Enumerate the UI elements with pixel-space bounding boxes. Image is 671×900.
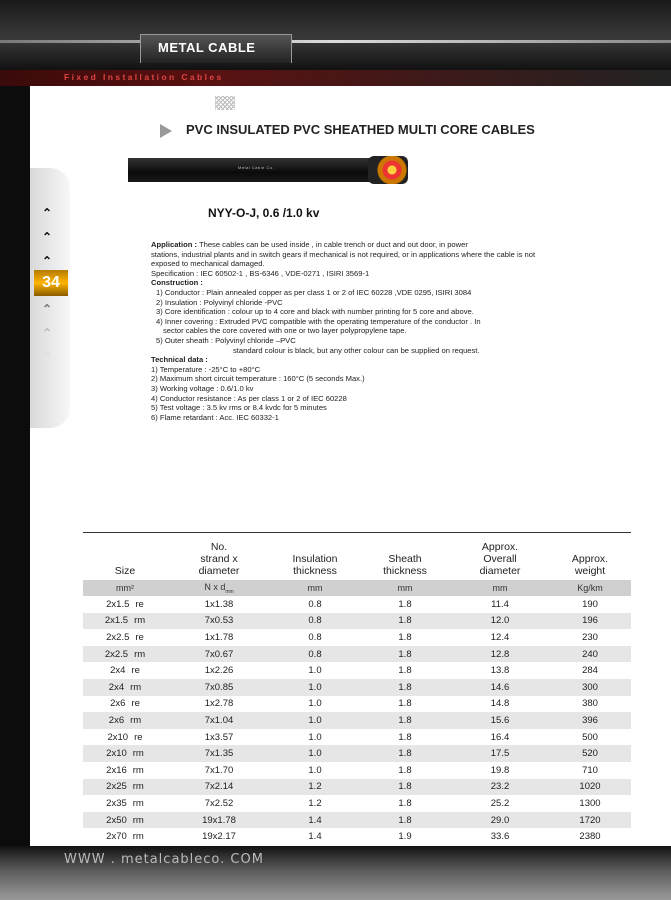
construction-item: 5) Outer sheath : Polyvinyl chloride –PVC xyxy=(156,335,296,345)
technical-item: 1) Temperature : -25°C to +80°C xyxy=(151,364,261,374)
caret-up-icon[interactable]: ⌃ xyxy=(42,326,53,340)
technical-item: 4) Conductor resistance : As per class 1 or 2 of IEC 60228 xyxy=(151,393,347,403)
cell-size: 2x4 rm xyxy=(83,679,167,696)
section-subtitle: Fixed Installation Cables xyxy=(64,72,224,82)
construction-item: 4) Inner covering : Extruded PVC compatible with the operating temperature of the conductor . In xyxy=(156,316,481,326)
cell-size: 2x35 rm xyxy=(106,797,144,809)
construction-item: 3) Core identification : colour up to 4 core and black with number printing for 5 core and above. xyxy=(156,307,474,317)
cell-insulation: 1.0 xyxy=(308,665,322,677)
cell-weight: 396 xyxy=(549,712,631,729)
cell-weight: 380 xyxy=(582,698,598,710)
cell-diameter: 33.6 xyxy=(490,831,510,843)
construction-item: sector cables the core covered with one or two layer polypropylene tape. xyxy=(163,326,407,336)
product-model: NYY-O-J, 0.6 /1.0 kv xyxy=(208,206,320,220)
cell-size: 2x25 rm xyxy=(83,779,167,796)
header-diameter: Approx. Overall diameter xyxy=(451,533,549,581)
cell-size: 2x4 re xyxy=(110,665,140,677)
cell-size: 2x2.5 re xyxy=(106,631,144,643)
cell-diameter: 13.8 xyxy=(490,665,510,677)
table-row xyxy=(83,662,631,679)
cell-size: 2x50 rm xyxy=(83,812,167,829)
cell-sheath: 1.8 xyxy=(398,665,412,677)
cell-insulation: 0.8 xyxy=(308,631,322,643)
cell-strand: 1x1.78 xyxy=(204,631,234,643)
cell-sheath: 1.8 xyxy=(398,797,412,809)
technical-label: Technical data : xyxy=(151,355,208,365)
caret-up-icon[interactable]: ⌃ xyxy=(42,350,53,364)
cell-sheath: 1.8 xyxy=(359,745,451,762)
header-insulation: Insulation thickness xyxy=(271,533,359,581)
construction-item: 1) Conductor : Plain annealed copper as per class 1 or 2 of IEC 60228 ,VDE 0295, ISIRI 3084 xyxy=(156,287,472,297)
cell-insulation: 0.8 xyxy=(271,646,359,663)
cell-weight: 1020 xyxy=(549,779,631,796)
table-row xyxy=(83,696,631,713)
cell-weight: 230 xyxy=(582,631,598,643)
cell-insulation: 1.0 xyxy=(308,698,322,710)
cell-sheath: 1.9 xyxy=(398,831,412,843)
table-row xyxy=(83,712,631,729)
cell-sheath: 1.8 xyxy=(359,812,451,829)
mesh-icon xyxy=(215,96,235,110)
table-row xyxy=(83,646,631,663)
cell-weight: 2380 xyxy=(579,831,601,843)
application-line xyxy=(151,240,621,250)
cell-weight: 284 xyxy=(582,665,598,677)
cell-weight: 1720 xyxy=(549,812,631,829)
cell-insulation: 1.4 xyxy=(308,831,322,843)
units-row xyxy=(83,580,631,596)
table-row xyxy=(83,729,631,746)
cell-diameter: 15.6 xyxy=(451,712,549,729)
cell-insulation: 1.0 xyxy=(308,731,322,743)
application-line-2: stations, industrial plants and in switch gears if mechanical is not required, or in applications where the cable is not xyxy=(151,249,536,259)
caret-up-icon[interactable]: ⌃ xyxy=(42,230,53,244)
table-row xyxy=(83,762,631,779)
unit-diameter: mm xyxy=(451,580,549,596)
table-row xyxy=(83,779,631,796)
unit-size: mm² xyxy=(83,580,167,596)
header-weight: Approx. weight xyxy=(549,533,631,581)
cell-size: 2x10 rm xyxy=(83,745,167,762)
cell-weight: 190 xyxy=(582,598,598,610)
cable-cores xyxy=(368,156,408,184)
cell-weight: 196 xyxy=(549,613,631,630)
footer-url[interactable]: WWW . metalcableco. COM xyxy=(64,852,264,867)
table-row xyxy=(83,596,631,613)
cell-diameter: 11.4 xyxy=(491,598,509,610)
cell-size: 2x1.5 re xyxy=(106,598,144,610)
cell-strand: 1x1.38 xyxy=(204,598,234,610)
technical-item: 6) Flame retardant : Acc. IEC 60332-1 xyxy=(151,412,279,422)
cell-sheath: 1.8 xyxy=(398,698,412,710)
cell-strand: 7x0.67 xyxy=(167,646,271,663)
table-header-row xyxy=(83,533,631,581)
cell-size: 2x2.5 rm xyxy=(83,646,167,663)
cell-size: 2x6 rm xyxy=(83,712,167,729)
cell-size: 2x6 re xyxy=(110,698,140,710)
cell-strand: 1x2.78 xyxy=(204,698,234,710)
unit-sheath: mm xyxy=(359,580,451,596)
cell-diameter: 17.5 xyxy=(451,745,549,762)
cell-weight: 520 xyxy=(549,745,631,762)
top-header-bar xyxy=(0,0,671,70)
cell-sheath: 1.8 xyxy=(359,679,451,696)
header-size: Size xyxy=(83,533,167,581)
cell-strand: 7x1.70 xyxy=(204,764,234,776)
unit-strand: N x $d_{mm}$ xyxy=(167,580,271,596)
cell-insulation: 1.0 xyxy=(271,745,359,762)
cell-size: 2x1.5 rm xyxy=(83,613,167,630)
caret-up-icon[interactable]: ⌃ xyxy=(42,302,53,316)
spec-block xyxy=(151,240,621,422)
caret-up-icon[interactable]: ⌃ xyxy=(42,254,53,268)
cable-data-table xyxy=(83,532,631,845)
left-band xyxy=(0,86,30,900)
cell-sheath: 1.8 xyxy=(398,731,412,743)
cell-weight: 500 xyxy=(582,731,598,743)
table-row xyxy=(83,629,631,646)
cell-strand: 1x3.57 xyxy=(204,731,234,743)
cell-diameter: 12.4 xyxy=(490,631,510,643)
cell-size: 2x10 re xyxy=(107,731,143,743)
table-row xyxy=(83,679,631,696)
cell-diameter: 16.4 xyxy=(490,731,510,743)
cell-diameter: 14.8 xyxy=(490,698,510,710)
header-divider xyxy=(0,40,671,43)
cell-strand: 7x2.52 xyxy=(204,797,234,809)
cell-sheath: 1.8 xyxy=(359,712,451,729)
cell-diameter: 12.8 xyxy=(451,646,549,663)
unit-insulation: mm xyxy=(271,580,359,596)
header-strand: No. strand x diameter xyxy=(167,533,271,581)
cell-weight: 300 xyxy=(549,679,631,696)
table-row xyxy=(83,812,631,829)
cell-strand: 7x0.85 xyxy=(167,679,271,696)
cell-sheath: 1.8 xyxy=(359,613,451,630)
cable-sheath xyxy=(128,158,373,182)
cell-strand: 7x1.04 xyxy=(167,712,271,729)
specification-line: Specification : IEC 60502-1 , BS-6346 , VDE-0271 , ISIRI 3569-1 xyxy=(151,268,370,278)
cell-diameter: 19.8 xyxy=(490,764,510,776)
product-title: PVC INSULATED PVC SHEATHED MULTI CORE CABLES xyxy=(186,122,535,137)
cell-insulation: 1.0 xyxy=(271,679,359,696)
cell-strand: 7x1.35 xyxy=(167,745,271,762)
construction-label: Construction : xyxy=(151,278,203,288)
cell-diameter: 14.6 xyxy=(451,679,549,696)
technical-item: 5) Test voltage : 3.5 kv rms or 8.4 kvdc for 5 minutes xyxy=(151,403,327,413)
cell-strand: 1x2.26 xyxy=(204,665,234,677)
application-text: These cables can be used inside , in cable trench or duct and out door, in power xyxy=(198,240,468,249)
technical-item: 3) Working voltage : 0.6/1.0 kv xyxy=(151,383,254,393)
cell-strand: 19x1.78 xyxy=(167,812,271,829)
construction-item: standard colour is black, but any other colour can be supplied on request. xyxy=(233,345,480,355)
cell-sheath: 1.8 xyxy=(398,764,412,776)
cell-weight: 1300 xyxy=(579,797,601,809)
cell-strand: 7x2.14 xyxy=(167,779,271,796)
application-line-3: exposed to mechanical damaged. xyxy=(151,259,265,269)
cell-weight: 710 xyxy=(582,764,598,776)
cell-diameter: 25.2 xyxy=(490,797,510,809)
cell-size: 2x70 rm xyxy=(106,831,144,843)
cable-image xyxy=(128,156,408,184)
page-number-badge: 34 xyxy=(34,270,68,296)
application-label: Application : xyxy=(151,240,197,249)
cell-diameter: 29.0 xyxy=(451,812,549,829)
table-row xyxy=(83,613,631,630)
table-row xyxy=(83,745,631,762)
cell-sheath: 1.8 xyxy=(359,646,451,663)
header-sheath: Sheath thickness xyxy=(359,533,451,581)
cell-insulation: 1.2 xyxy=(271,779,359,796)
cell-strand: 19x2.17 xyxy=(202,831,236,843)
cable-print-text: Metal Cable Co. xyxy=(238,165,275,170)
unit-weight: Kg/km xyxy=(549,580,631,596)
cell-insulation: 1.0 xyxy=(308,764,322,776)
cell-weight: 240 xyxy=(549,646,631,663)
cell-size: 2x16 rm xyxy=(106,764,144,776)
cell-diameter: 12.0 xyxy=(451,613,549,630)
cell-diameter: 23.2 xyxy=(451,779,549,796)
cell-insulation: 1.0 xyxy=(271,712,359,729)
triangle-arrow-icon xyxy=(160,124,172,138)
caret-up-icon[interactable]: ⌃ xyxy=(42,206,53,220)
table-row xyxy=(83,795,631,812)
cell-sheath: 1.8 xyxy=(398,598,412,610)
cell-insulation: 1.4 xyxy=(271,812,359,829)
construction-item: 2) Insulation : Polyvinyl chloride -PVC xyxy=(156,297,283,307)
cell-insulation: 1.2 xyxy=(308,797,322,809)
cell-sheath: 1.8 xyxy=(359,779,451,796)
cell-insulation: 0.8 xyxy=(308,598,322,610)
cell-insulation: 0.8 xyxy=(271,613,359,630)
table-row xyxy=(83,828,631,845)
cell-sheath: 1.8 xyxy=(398,631,412,643)
technical-item: 2) Maximum short circuit temperature : 160°C (5 seconds Max.) xyxy=(151,374,365,384)
brand-title: METAL CABLE xyxy=(158,40,256,55)
cell-strand: 7x0.53 xyxy=(167,613,271,630)
